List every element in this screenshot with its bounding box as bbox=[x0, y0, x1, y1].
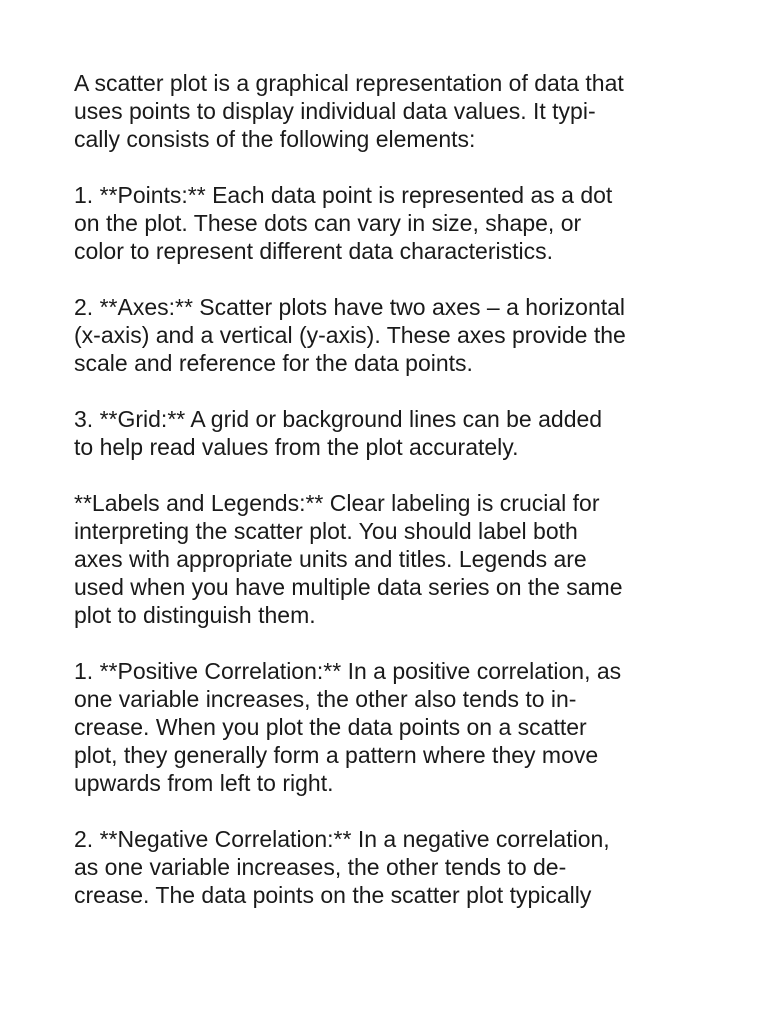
text-line: crease. The data points on the scatter plot typically bbox=[74, 882, 592, 908]
text-line: on the plot. These dots can vary in size, shape, or bbox=[74, 210, 582, 236]
text-line: uses points to display individual data values. It typi- bbox=[74, 98, 596, 124]
text-line: axes with appropriate units and titles. Legends are bbox=[74, 546, 587, 572]
text-line: used when you have multiple data series on the same bbox=[74, 574, 623, 600]
document-body bbox=[74, 69, 714, 937]
paragraph-grid bbox=[74, 405, 714, 461]
text-line: 3. **Grid:** A grid or background lines can be added bbox=[74, 406, 603, 432]
text-line: scale and reference for the data points. bbox=[74, 350, 473, 376]
text-line: interpreting the scatter plot. You should label both bbox=[74, 518, 578, 544]
text-line: to help read values from the plot accurately. bbox=[74, 434, 519, 460]
paragraph-negative-correlation bbox=[74, 825, 714, 909]
text-line: **Labels and Legends:** Clear labeling is crucial for bbox=[74, 490, 600, 516]
text-line: plot to distinguish them. bbox=[74, 602, 316, 628]
paragraph-axes bbox=[74, 293, 714, 377]
text-line: as one variable increases, the other tends to de- bbox=[74, 854, 567, 880]
text-line: crease. When you plot the data points on a scatter bbox=[74, 714, 587, 740]
text-line: 1. **Positive Correlation:** In a positive correlation, as bbox=[74, 658, 622, 684]
text-line: (x-axis) and a vertical (y-axis). These axes provide the bbox=[74, 322, 626, 348]
text-line: 1. **Points:** Each data point is represented as a dot bbox=[74, 182, 613, 208]
text-line: 2. **Axes:** Scatter plots have two axes – a horizontal bbox=[74, 294, 626, 320]
text-line: 2. **Negative Correlation:** In a negative correlation, bbox=[74, 826, 610, 852]
text-line: A scatter plot is a graphical representation of data that bbox=[74, 70, 624, 96]
text-line: plot, they generally form a pattern where they move bbox=[74, 742, 599, 768]
text-line: upwards from left to right. bbox=[74, 770, 334, 796]
paragraph-labels-legends bbox=[74, 489, 714, 629]
text-line: cally consists of the following elements: bbox=[74, 126, 476, 152]
text-line: one variable increases, the other also tends to in- bbox=[74, 686, 577, 712]
paragraph-intro bbox=[74, 69, 714, 153]
text-line: color to represent different data characteristics. bbox=[74, 238, 553, 264]
paragraph-points bbox=[74, 181, 714, 265]
paragraph-positive-correlation bbox=[74, 657, 714, 797]
